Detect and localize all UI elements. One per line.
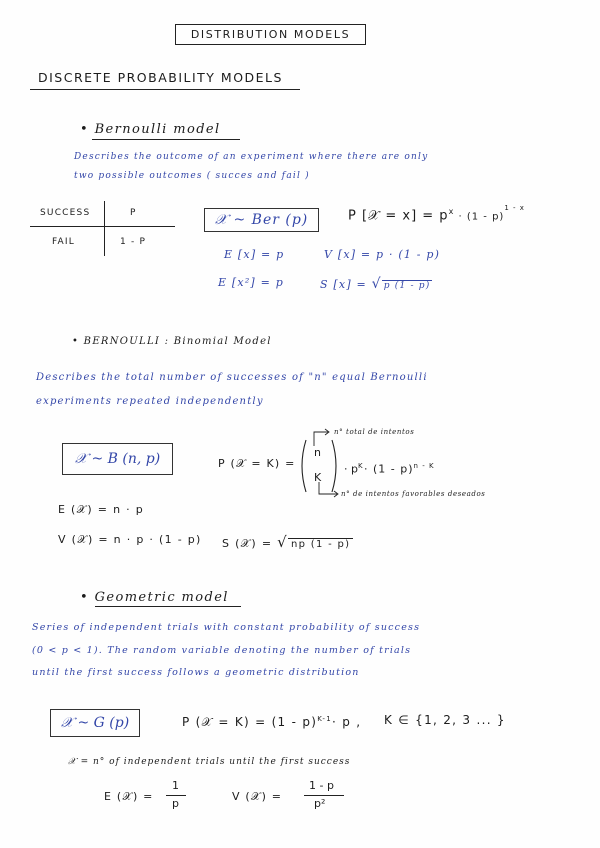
geometric-variance-num: 1 - p xyxy=(309,779,334,792)
bernoulli-pmf xyxy=(348,204,525,224)
page-title: DISTRIBUTION MODELS xyxy=(175,24,366,45)
bernoulli-notation: 𝒳 ~ Ber (p) xyxy=(204,208,319,232)
bernoulli-pmf-mid: · (1 - p) xyxy=(454,211,505,223)
geometric-pmf-base: P (𝒳 = K) = (1 - p) xyxy=(182,715,318,729)
bernoulli-std-lhs: S [x] = xyxy=(320,278,372,291)
binomial-notation: 𝒳 ~ B (n, p) xyxy=(62,443,173,475)
binomial-paren-left xyxy=(296,438,308,494)
binomial-coef-n: n xyxy=(314,446,321,459)
table-vline xyxy=(104,201,105,256)
bernoulli-pmf-x-exp: x xyxy=(448,207,455,216)
geometric-pmf-tail: · p , xyxy=(332,715,362,729)
geometric-support: K ∈ {1, 2, 3 ... } xyxy=(384,713,506,727)
binomial-pmf-p-base: · p xyxy=(344,462,358,476)
geometric-expectation-lhs: E (𝒳) = xyxy=(104,790,154,803)
binomial-pmf-q-base: · (1 - p) xyxy=(364,462,414,476)
geometric-underline xyxy=(95,606,241,607)
bernoulli-expectation: E [x] = p xyxy=(224,248,285,261)
binomial-pmf-lhs: P (𝒳 = K) = xyxy=(218,457,296,470)
binomial-desc-line1: Describes the total number of successes of "n" equal Bernoulli xyxy=(36,372,428,383)
table-fail-label: FAIL xyxy=(52,237,75,247)
bernoulli-second-moment: E [x²] = p xyxy=(218,276,284,289)
geometric-expectation-den: p xyxy=(172,797,179,810)
bernoulli-std xyxy=(320,276,432,292)
bernoulli-heading: • Bernoulli model xyxy=(80,122,221,137)
binomial-std xyxy=(222,533,353,551)
geometric-definition: 𝒳 = n° of independent trials until the first success xyxy=(68,757,351,767)
note-total-trials: n° total de intentos xyxy=(334,428,415,436)
bernoulli-std-radical: √ xyxy=(371,276,382,292)
geometric-expectation-bar xyxy=(166,795,186,796)
geometric-pmf xyxy=(182,715,361,730)
binomial-std-radical: √ xyxy=(277,533,288,551)
geometric-variance-den: p² xyxy=(314,797,326,810)
binomial-std-radicand: np (1 - p) xyxy=(288,538,353,550)
binomial-variance: V (𝒳) = n · p · (1 - p) xyxy=(58,533,202,546)
binomial-coef-k: K xyxy=(314,471,322,484)
binomial-desc-line2: experiments repeated independently xyxy=(36,396,264,407)
binomial-pmf-q xyxy=(364,462,435,476)
geometric-desc-line1: Series of independent trials with constant probability of success xyxy=(32,622,421,633)
section-underline xyxy=(30,89,300,90)
binomial-std-lhs: S (𝒳) = xyxy=(222,537,278,550)
bernoulli-pmf-base: P [𝒳 = x] = p xyxy=(348,208,449,224)
table-success-value: P xyxy=(130,208,137,218)
binomial-pmf-p-exp: K xyxy=(357,462,363,470)
binomial-pmf-p xyxy=(344,462,363,476)
bernoulli-variance: V [x] = p · (1 - p) xyxy=(324,248,441,261)
geometric-heading: • Geometric model xyxy=(80,590,229,605)
geometric-desc-line3: until the first success follows a geometric distribution xyxy=(32,667,360,678)
bernoulli-desc-line1: Describes the outcome of an experiment where there are only xyxy=(74,152,429,162)
table-success-label: SUCCESS xyxy=(40,208,91,218)
geometric-variance-bar xyxy=(304,795,344,796)
section-heading: DISCRETE PROBABILITY MODELS xyxy=(38,70,283,85)
geometric-desc-line2: (0 < p < 1). The random variable denoting the number of trials xyxy=(32,645,412,656)
binomial-heading: • BERNOULLI : Binomial Model xyxy=(72,336,272,347)
geometric-notation: 𝒳 ~ G (p) xyxy=(50,709,140,737)
bernoulli-underline xyxy=(92,139,240,140)
note-favourable-trials: n° de intentos favorables deseados xyxy=(341,490,486,498)
bernoulli-pmf-exp: 1 - x xyxy=(504,204,525,212)
binomial-expectation: E (𝒳) = n · p xyxy=(58,503,145,516)
geometric-expectation-num: 1 xyxy=(172,779,179,792)
geometric-pmf-exp: K-1 xyxy=(317,715,332,723)
binomial-pmf-q-exp: n - K xyxy=(413,462,435,470)
table-fail-value: 1 - P xyxy=(120,237,147,247)
bernoulli-std-radicand: p (1 - p) xyxy=(383,281,431,291)
table-hline xyxy=(30,226,175,227)
geometric-variance-lhs: V (𝒳) = xyxy=(232,790,283,803)
bernoulli-desc-line2: two possible outcomes ( succes and fail ) xyxy=(74,171,310,181)
